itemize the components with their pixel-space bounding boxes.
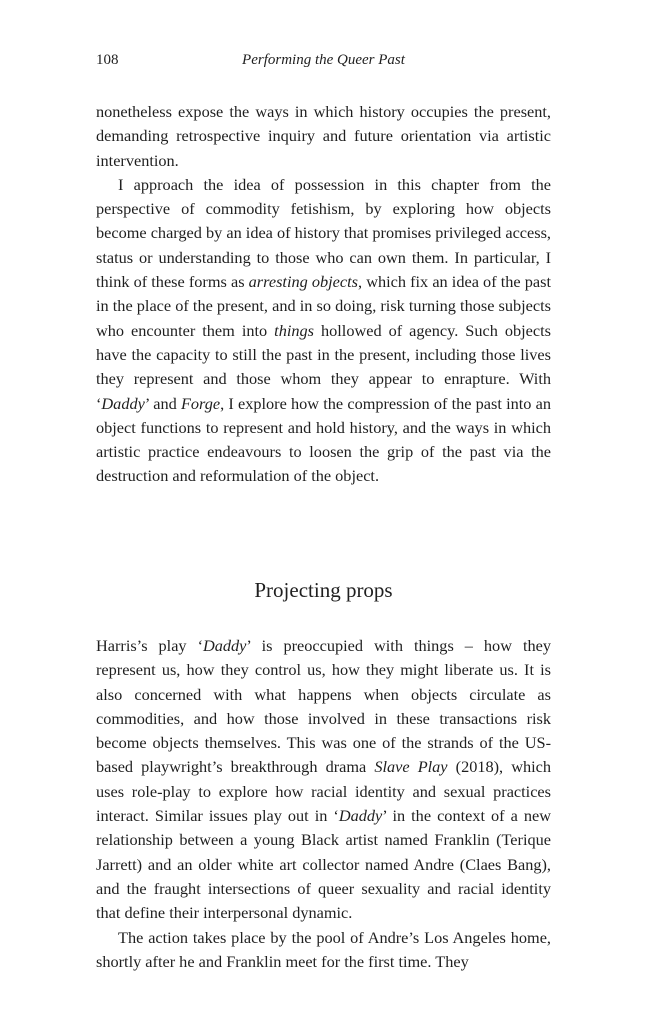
section-projecting-props bbox=[96, 530, 551, 974]
page-number: 108 bbox=[96, 52, 119, 68]
chapter-text-top bbox=[96, 100, 551, 489]
paragraph-possession: I approach the idea of possession in this chapter from the perspective of commodity fetishism, by exploring how objects become charged by an idea of history that promises privileged access, status or understanding to those who can own them. In particular, I think of these forms as arresting objects, which fix an idea of the past in the place of the present, and in so doing, risk turning those subjects who encounter them into things hollowed of agency. Such objects have the capacity to still the past in the present, including those lives they represent and those whom they appear to enrapture. With ‘Daddy’ and Forge, I explore how the compression of the past into an object functions to represent and hold history, and the ways in which artistic practice endeavours to loosen the grip of the past via the destruction and reformulation of the object. bbox=[96, 174, 551, 486]
paragraph-action: The action takes place by the pool of Andre’s Los Angeles home, shortly after he and Franklin meet for the first time. They bbox=[96, 927, 551, 971]
section-heading: Projecting props bbox=[254, 578, 393, 602]
paragraph-daddy-intro: Harris’s play ‘Daddy’ is preoccupied with things – how they represent us, how they control us, how they might liberate us. It is also concerned with what happens when objects circulate as commodities, and how those involved in these transactions risk become objects themselves. This was one of the strands of the US-based playwright’s breakthrough drama Slave Play (2018), which uses role-play to explore how racial identity and sexual practices interact. Similar issues play out in ‘Daddy’ in the context of a new relationship between a young Black artist named Franklin (Terique Jarrett) and an older white art collector named Andre (Claes Bang), and the fraught intersections of queer sexuality and racial identity that define their interpersonal dynamic. bbox=[96, 636, 552, 923]
running-head bbox=[96, 52, 551, 72]
running-title: Performing the Queer Past bbox=[242, 52, 405, 68]
paragraph-continuation: nonetheless expose the ways in which history occupies the present, demanding retrospective inquiry and future orientation via artistic intervention. bbox=[96, 102, 551, 170]
